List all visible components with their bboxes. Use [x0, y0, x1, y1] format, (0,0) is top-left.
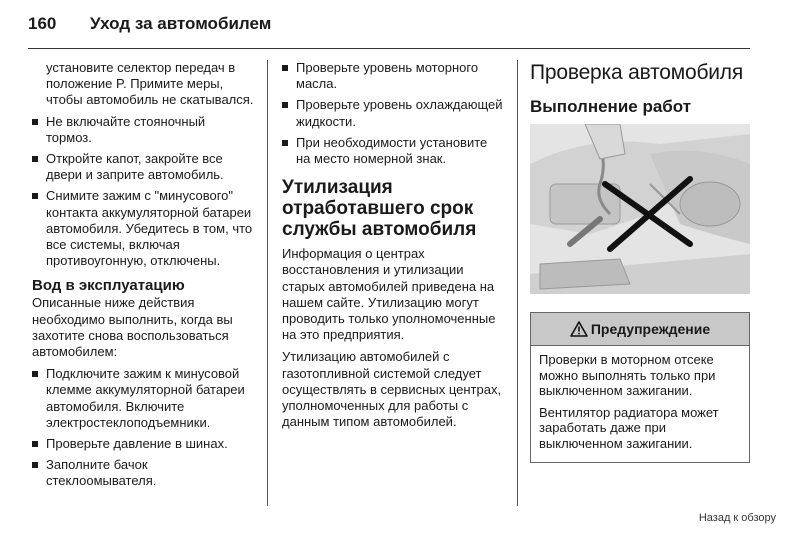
bullet-list-top [32, 114, 254, 270]
section-title: Уход за автомобилем [90, 14, 272, 33]
list-item: Снимите зажим с "минусового" контакта аккумуляторной батареи автомобиля. Убедитесь в том, что все системы, включая противоугонную, отключены. [32, 188, 254, 269]
list-item: Откройте капот, закройте все двери и заприте автомобиль. [32, 151, 254, 183]
subheading: Вод в эксплуатацию [32, 277, 185, 295]
bullet-icon [282, 140, 288, 146]
engine-bay-photo [530, 124, 750, 294]
paragraph: Описанные ниже действия необходимо выполнить, когда вы захотите снова воспользоваться автомобилем: [32, 295, 233, 360]
header-rule [28, 48, 750, 49]
column-divider-1 [267, 60, 268, 506]
bullet-list-bottom [32, 366, 254, 489]
bullet-icon [282, 102, 288, 108]
paragraph: Утилизацию автомобилей с газотопливной системой следует осуществлять в сервисных центрах, уполномоченных для работы с данным типом автомобилей. [282, 349, 502, 430]
list-item: Проверьте уровень моторного масла. [282, 60, 504, 92]
middle-column [282, 60, 504, 436]
warning-header [531, 313, 749, 346]
chapter-title: Проверка автомобиля [530, 61, 744, 84]
warning-title: Предупреждение [590, 321, 711, 337]
engine-bay-illustration [530, 124, 750, 294]
back-to-overview-link[interactable]: Назад к обзору [698, 512, 776, 524]
warning-box [530, 312, 750, 463]
intro-continuation: установите селектор передач в положение P. Примите меры, чтобы автомобиль не скатывался. [46, 60, 254, 108]
right-column [530, 60, 752, 118]
bullet-icon [32, 119, 38, 125]
warning-icon [570, 321, 588, 337]
warning-body [531, 346, 749, 462]
list-item: Заполните бачок стеклоомывателя. [32, 457, 254, 489]
bullet-icon [282, 65, 288, 71]
column-divider-2 [517, 60, 518, 506]
bullet-icon [32, 193, 38, 199]
list-item: При необходимости установите на место номерной знак. [282, 135, 504, 167]
list-item: Подключите зажим к минусовой клемме аккумуляторной батареи автомобиля. Включите электростеклоподъемники. [32, 366, 254, 431]
warning-paragraph: Вентилятор радиатора может заработать даже при выключенном зажигании. [539, 404, 719, 451]
recycling-heading: Утилизация отработавшего срок службы автомобиля [282, 177, 477, 241]
bullet-icon [32, 441, 38, 447]
paragraph: Информация о центрах восстановления и утилизации старых автомобилей приведена на нашем сайте. Утилизацию могут проводить только уполномоченные на это предприятия. [282, 246, 496, 343]
chapter-subtitle: Выполнение работ [530, 97, 692, 116]
bullet-list [282, 60, 504, 167]
left-column [32, 60, 254, 495]
warning-paragraph: Проверки в моторном отсеке можно выполнять только при выключенном зажигании. [539, 352, 716, 399]
bullet-icon [32, 462, 38, 468]
list-item: Проверьте давление в шинах. [32, 436, 254, 452]
bullet-icon [32, 371, 38, 377]
list-item: Проверьте уровень охлаждающей жидкости. [282, 97, 504, 129]
list-item: Не включайте стояночный тормоз. [32, 114, 254, 146]
page-number: 160 [28, 14, 57, 33]
bullet-icon [32, 156, 38, 162]
